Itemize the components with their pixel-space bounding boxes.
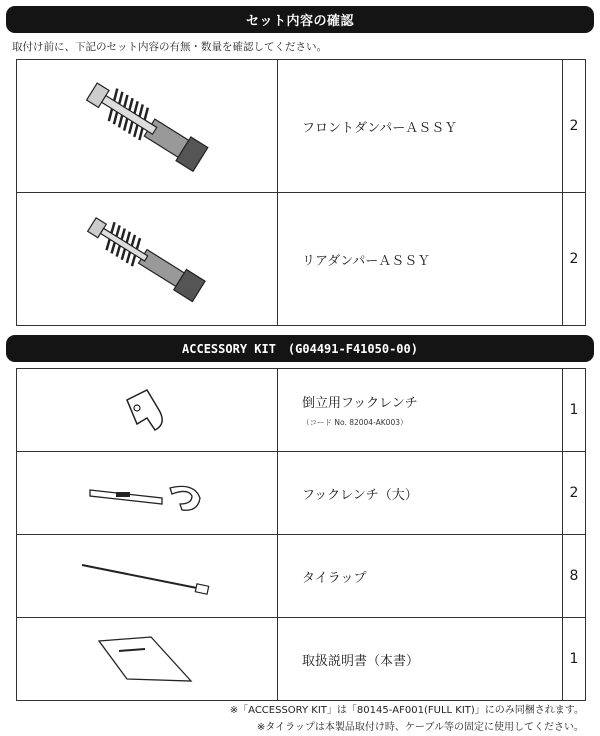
footer-note-cable-tie: ※タイラップは本製品取付け時、ケーブル等の固定に使用してください。 — [256, 722, 584, 733]
item-name: 倒立用フックレンチ — [302, 396, 418, 411]
rear-damper-icon — [72, 199, 222, 319]
item-qty: 1 — [563, 369, 586, 452]
cable-tie-icon — [72, 551, 222, 601]
front-damper-icon — [72, 66, 222, 186]
inverted-hook-wrench-icon — [107, 380, 187, 440]
item-qty: 1 — [563, 618, 586, 701]
item-image-cell — [17, 60, 278, 193]
item-name: フロントダンパーＡＳＳＹ — [278, 60, 563, 193]
item-qty: 2 — [563, 60, 586, 193]
item-image-cell — [17, 618, 278, 701]
table-row — [17, 618, 586, 701]
manual-icon — [87, 629, 207, 689]
item-qty: 8 — [563, 535, 586, 618]
section-title-contents: セット内容の確認 — [6, 6, 594, 33]
item-image-cell — [17, 535, 278, 618]
item-name: リアダンパーＡＳＳＹ — [278, 193, 563, 326]
table-row — [17, 452, 586, 535]
item-qty: 2 — [563, 452, 586, 535]
table-row — [17, 535, 586, 618]
item-image-cell — [17, 369, 278, 452]
item-image-cell — [17, 193, 278, 326]
accessory-table — [16, 368, 586, 701]
footer-note-accessory-kit: ※「ACCESSORY KIT」は「80145-AF001(FULL KIT)」にのみ同梱されます。 — [229, 705, 584, 716]
contents-table — [16, 59, 586, 326]
item-name: フックレンチ（大） — [278, 452, 563, 535]
item-name: 取扱説明書（本書） — [278, 618, 563, 701]
hook-wrench-icon — [82, 468, 212, 518]
item-qty: 2 — [563, 193, 586, 326]
item-name-cell — [278, 369, 563, 452]
table-row — [17, 60, 586, 193]
item-name: タイラップ — [278, 535, 563, 618]
table-row — [17, 369, 586, 452]
table-row — [17, 193, 586, 326]
item-image-cell — [17, 452, 278, 535]
section-title-accessory-kit: ACCESSORY KIT (G04491-F41050-00) — [6, 335, 594, 362]
item-code: （コード No. 82004-AK003） — [302, 418, 408, 427]
intro-text: 取付け前に、下記のセット内容の有無・数量を確認してください。 — [12, 41, 327, 53]
